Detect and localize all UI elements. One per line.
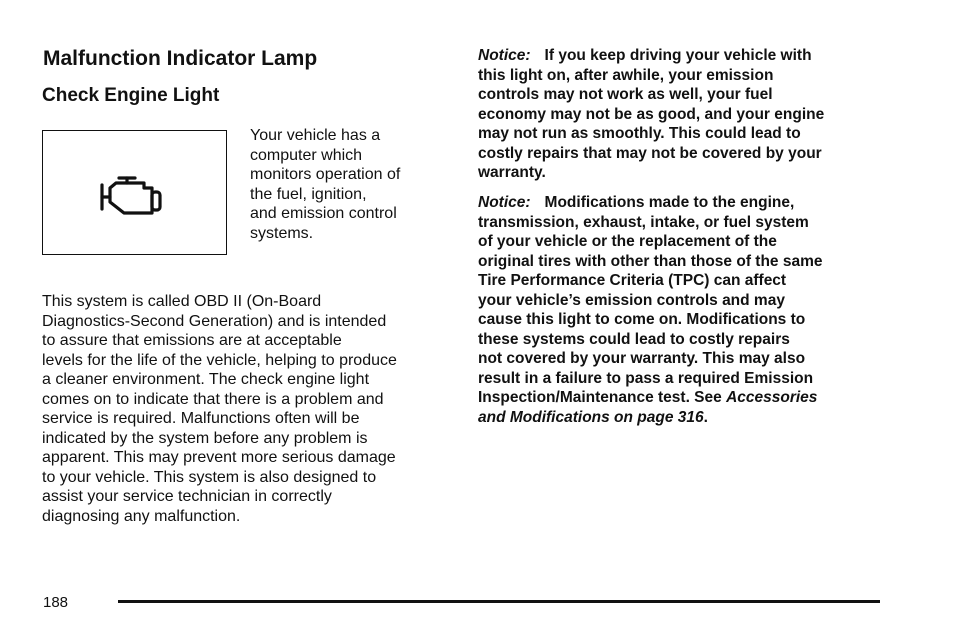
body-line: diagnosing any malfunction. [42,507,241,525]
notice-line: transmission, exhaust, intake, or fuel system [478,213,809,231]
cross-reference-link[interactable]: and Modifications on page 316 [478,408,704,426]
notice-first-line [478,193,823,213]
notice-line: controls may not work as well, your fuel [478,86,773,103]
notice-line: costly repairs that may not be covered by your [478,144,822,162]
body-line: to your vehicle. This system is also designed to [42,468,377,486]
body-line: service is required. Malfunctions often will be [42,410,360,427]
notice-ref-line [478,408,823,428]
notice-line: economy may not be as good, and your engine [478,105,825,123]
notice-line: Tire Performance Criteria (TPC) can affect [478,272,787,289]
icon-frame [42,130,227,255]
notice-line: result in a failure to pass a required Emission [478,369,814,387]
caption-line: the fuel, ignition, [250,185,367,203]
notice-line: cause this light to come on. Modifications to [478,311,806,328]
notice-block [478,193,823,427]
notice-line: warranty. [478,164,546,181]
icon-caption [250,126,400,244]
notice-line: may not run as smoothly. This could lead to [478,125,801,142]
notice-punct: . [703,408,708,426]
check-engine-icon [99,175,165,221]
caption-line: computer which [250,146,363,164]
cross-reference-link[interactable]: Accessories [726,389,818,406]
notice-block [478,46,824,183]
notice-line: your vehicle’s emission controls and may [478,291,785,309]
notice-text: Inspection/Maintenance test. See [478,389,727,406]
body-line: to assure that emissions are at acceptable [42,332,342,349]
notice-line: not covered by your warranty. This may also [478,350,806,367]
notice-first-line [478,46,824,66]
body-line: assist your service technician in correctly [42,488,332,505]
caption-line: Your vehicle has a [250,127,381,144]
section-subtitle: Check Engine Light [42,85,220,106]
section-title: Malfunction Indicator Lamp [43,47,318,70]
notice-line: original tires with other than those of the same [478,252,823,270]
notice-text: If you keep driving your vehicle with [544,47,812,64]
body-line: a cleaner environment. The check engine light [42,371,370,388]
body-line: indicated by the system before any problem is [42,429,368,447]
page-number: 188 [43,594,69,611]
body-paragraph [42,292,397,526]
notice-line: of your vehicle or the replacement of the [478,233,777,250]
caption-line: systems. [250,224,314,242]
caption-line: monitors operation of [250,166,401,184]
body-line: comes on to indicate that there is a problem and [42,390,384,408]
caption-line: and emission control [250,205,397,223]
notice-label: Notice: [478,194,531,211]
notice-text: Modifications made to the engine, [544,194,795,211]
footer-rule [118,600,880,603]
notice-see-line [478,388,823,408]
body-line: apparent. This may prevent more serious damage [42,449,396,466]
notice-line: this light on, after awhile, your emission [478,66,774,84]
body-line: levels for the life of the vehicle, helping to produce [42,351,397,369]
notice-label: Notice: [478,47,531,64]
notice-line: these systems could lead to costly repairs [478,330,790,348]
body-line: Diagnostics-Second Generation) and is intended [42,312,387,330]
body-line: This system is called OBD II (On-Board [42,293,322,310]
